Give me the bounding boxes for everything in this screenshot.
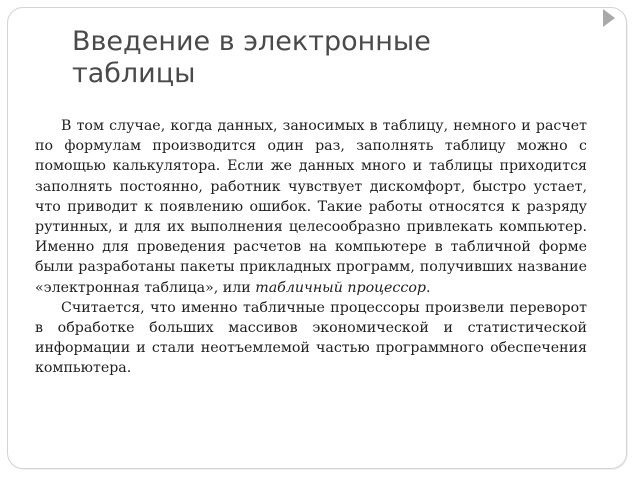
paragraph-1 [35,116,587,298]
paragraph-1-ending: . [425,279,431,296]
paragraph-1-emphasis: табличный процессор [255,279,426,296]
slide-title: Введение в электронные таблицы [72,26,431,89]
paragraph-2: Считается, что именно табличные процессоры произвели переворот в обработке больших массивов экономической и статистической информации и стали неотъемлемой частью программного обеспечения компьютера. [35,299,587,377]
slide-body [35,116,587,379]
corner-triangle-icon [603,9,615,27]
paragraph-1-text: В том случае, когда данных, заносимых в таблицу, немного и расчет по формулам производится один раз, заполнять таблицу можно с помощью калькулятора. Если же данных много и таблицы приходится заполнять постоянно, работник чувствует дискомфорт, быстро устает, что приводит к появлению ошибок. Такие работы относятся к разряду рутинных, и для их выполнения целесообразно привлекать компьютер. Именно для проведения расчетов на компьютере в табличной форме были разработаны пакеты прикладных программ, получивших название «электронная таблица», или [35,118,587,296]
